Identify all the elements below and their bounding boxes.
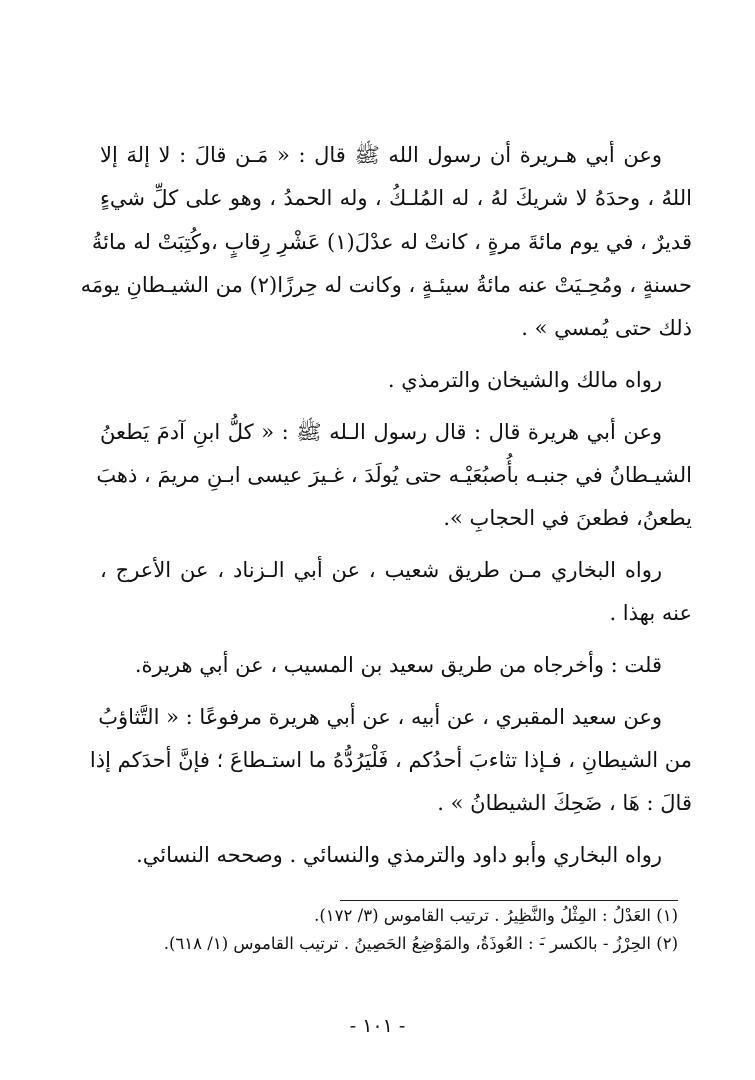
page-number: - ١٠١ - <box>349 1015 406 1037</box>
text-line: وعن سعيد المقبري ، عن أبيه ، عن أبي هريرة مرفوعًا : « التَّثاؤبُ <box>98 705 662 729</box>
text-line: يطعنُ، فطعنَ في الحجابِ ». <box>443 506 692 530</box>
text-line: اللهُ ، وحدَهُ لا شريكَ لهُ ، له المُلـكُ ، وله الحمدُ ، وهو على كلِّ شيءٍ <box>100 186 692 210</box>
footnote-divider <box>340 900 678 901</box>
text-line: من الشيطانِ ، فـإذا تثاءبَ أحدُكم ، فَلْيَرُدُّهُ ما استـطاعَ ؛ فإنَّ أحدَكم إذا <box>89 748 692 772</box>
text-line: رواه البخاري مـن طريق شعيب ، عن أبي الـزناد ، عن الأعرج ، <box>100 558 662 582</box>
text-line: قديرٌ ، في يوم مائةَ مرةٍ ، كانتْ له عدْلَ(١) عَشْرِ رِقابٍ ،وكُتِبَتْ له مائةُ <box>91 230 692 254</box>
text-line: قالَ : هَا ، ضَحِكَ الشيطانُ » . <box>437 791 692 815</box>
text-line: رواه مالك والشيخان والترمذي . <box>387 368 662 392</box>
footnote-1: (١) العَدْلُ : المِثْلُ والنَّظِيرُ . ترتيب القاموس (٣/ ١٧٢). <box>314 906 678 925</box>
text-line: عنه بهذا . <box>609 601 692 625</box>
text-line: وعن أبي هـريرة أن رسول الله ﷺ قال : « مَـن قالَ : لا إلهَ إلا <box>100 143 662 167</box>
footnote-2: (٢) الحِرْزُ - بالكسر -َ : العُوذَةُ، والمَوْضِعُ الحَصِينُ . ترتيب القاموس (١/ ٦١٨). <box>163 934 678 953</box>
text-line: حسنةٍ ، ومُحِـيَتْ عنه مائةُ سيئـةٍ ، وكانت له حِرزًا(٢) من الشيـطانِ يومَه <box>80 273 692 297</box>
text-line: وعن أبي هريرة قال : قال رسول الـله ﷺ : « كلُّ ابنِ آدمَ يَطعنُ <box>100 420 662 444</box>
text-line: رواه البخاري وأبو داود والترمذي والنسائي . وصححه النسائي. <box>136 843 662 867</box>
text-line: قلت : وأخرجاه من طريق سعيد بن المسيب ، عن أبي هريرة. <box>134 653 662 677</box>
text-line: ذلك حتى يُمسي » . <box>521 316 692 340</box>
text-line: الشيـطانُ في جنبـه بأُصبُعَيْـه حتى يُولَدَ ، غـيرَ عيسى ابـنِ مريمَ ، ذهبَ <box>96 463 692 487</box>
